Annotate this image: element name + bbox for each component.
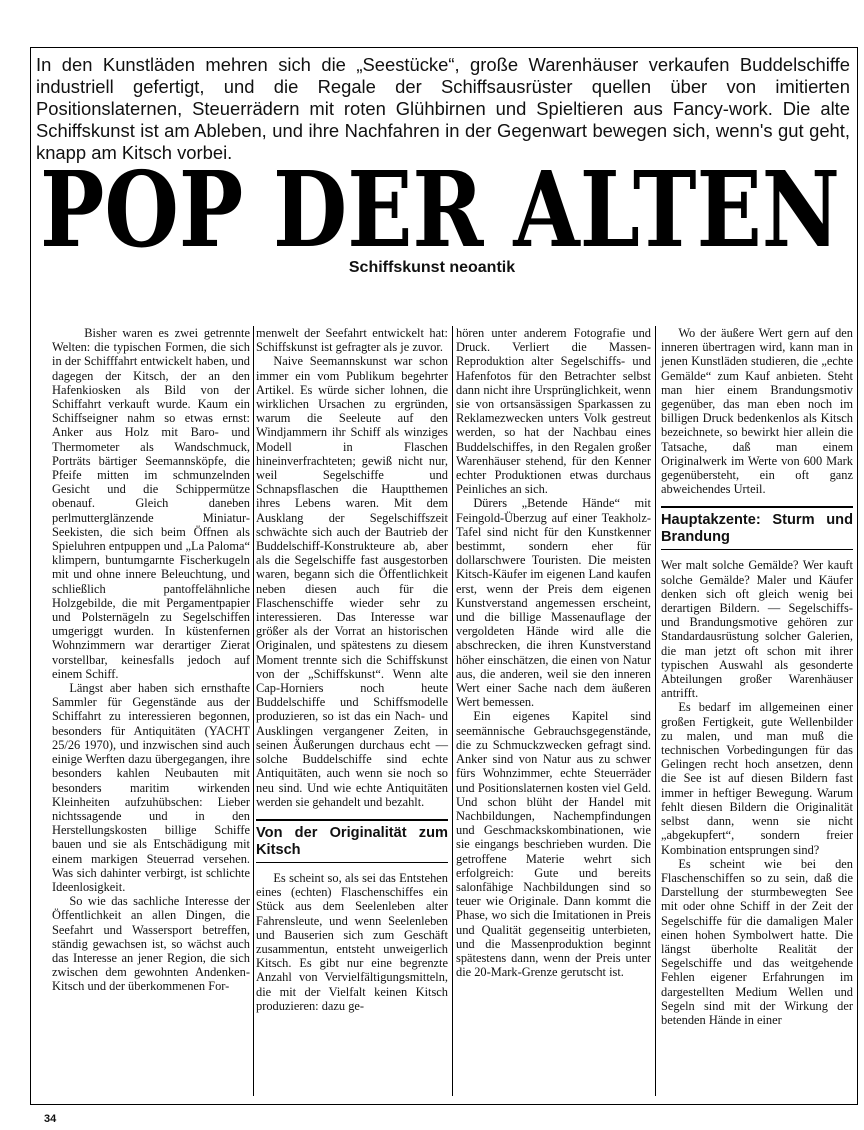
column-2 — [256, 326, 448, 1013]
intro-paragraph: In den Kunstläden mehren sich die „Seestücke“, große Warenhäuser verkaufen Buddelschiffe industriell gefertigt, und die Regale der Schiffsausrüster quellen über von imitierten Positionslaternen, Steuerrädern mit roten Glühbirnen und Spieltieren aus Fancy-work. Die alte Schiffskunst ist am Ableben, und ihre Nachfahren in der Gegenwart bewegen sich, wenn's gut geht, knapp am Kitsch vorbei. — [36, 54, 850, 163]
paragraph: Es bedarf im allgemeinen einer großen Fertigkeit, gute Wellenbilder zu malen, und man muß die technischen Vorbedingungen für das Gelingen recht hoch ansetzen, denn die See ist auf diesen Bildern fast immer in heftiger Bewegung. Warum fehlt diesen Bildern die Originalität selbst dann, wenn sie nicht „abgekupfert“, sondern freier Kombination entsprungen sind? — [661, 700, 853, 857]
paragraph: So wie das sachliche Interesse der Öffentlichkeit an allen Dingen, die Seefahrt und Wassersport betreffen, ständig gewachsen ist, so wächst auch das Interesse an jener Region, die sich zwischen dem gewohnten Andenken-Kitsch und der überkommenen For- — [52, 894, 250, 994]
column-1 — [52, 326, 250, 994]
paragraph: Naive Seemannskunst war schon immer ein vom Publikum begehrter Artikel. Es würde sicher lohnen, die wirklichen Ursachen zu ergründen, warum die Seeleute auf den Windjammern ihr Schiff als winziges Modell in Flaschen hineinverfrachteten; gewiß nicht nur, weil Segelschiffe und Schnapsflaschen die Hauptthemen ihres Lebens waren. Mit dem Ausklang der Segelschiffszeit schwächte sich auch der Bautrieb der Buddelschiff-Konstrukteure ab, aber als die Segelschiffe fast ausgestorben waren, begann sich die Öffentlichkeit neben diesen auch für die Flaschenschiffe wieder sehr zu interessieren. Das Interesse war größer als der Vorrat an historischen Originalen, und spätestens zu diesem Moment trennte sich die Schiffskunst von der „Schiffskunst“. Wenn alte Cap-Horniers noch heute Buddelschiffe und Schiffsmodelle produzieren, so ist das ein Nach- und Ausklingen vergangener Zeiten, in seinen Äußerungen durchaus echt — solche Buddelschiffe sind echte Antiquitäten, auch wenn sie noch so neu sind. Und wie echte Antiquitäten werden sie gehandelt und bezahlt. — [256, 354, 448, 809]
paragraph: Wo der äußere Wert gern auf den inneren übertragen wird, kann man in jenen Kunstläden studieren, die „echte Gemälde“ zum Kauf anbieten. Steht man hier einem Brandungsmotiv gegenüber, das man eben noch im billigen Druck bedenkenlos als Kitsch bezeichnete, so bewirkt hier allein die Tatsache, daß man einem Originalwerk im Werte von 600 Mark gegenübersteht, ein oft ganz abweichendes Urteil. — [661, 326, 853, 497]
subtitle: Schiffskunst neoantik — [348, 259, 516, 276]
column-rule — [655, 326, 656, 1096]
section-heading-hauptakzente: Hauptakzente: Sturm und Brandung — [661, 506, 853, 550]
headline — [36, 160, 844, 260]
paragraph: Bisher waren es zwei getrennte Welten: die typischen Formen, die sich in der Schifffahrt entwickelt haben, und dagegen der Kitsch, der an den Hafenkiosken als Bild von der Schiffahrt verkauft wurde. Kaum ein Schiffseigner nahm so etwas ernst: Anker aus Holz mit Baro- und Thermometer als Wandschmuck, Porträts bärtiger Seemannsköpfe, die Pfeife mitten im schmunzelnden Gesicht und die Schippermütze obenauf. Gleich daneben perlmutterglänzende Miniatur-Seekisten, die sich beim Öffnen als Spieluhren entpuppen und „La Paloma“ klimpern, buntumgarnte Fischerkugeln mit und ohne innere Beleuchtung, und schließlich pantoffelähnliche Holzgebilde, die mit Pergamentpapier und Polsternägeln zu Segelschiffen umgeriggt wurden. In küstenfernen Wohnzimmern war derartiger Zierat vorstellbar, keinesfalls jedoch auf einem Schiff. — [52, 326, 250, 681]
paragraph: menwelt der Seefahrt entwickelt hat: Schiffskunst ist gefragter als je zuvor. — [256, 326, 448, 355]
paragraph: hören unter anderem Fotografie und Druck. Verliert die Massen-Reproduktion alter Segelschiffs- und Hafenfotos für den Betrachter selbst dann nicht ihre Ursprünglichkeit, wenn sie von ortsansässigen Sparkassen zu Reklamezwecken unters Volk gestreut werden, so hat der Nachbau eines Buddelschiffes, in den Regalen großer Warenhäuser stehend, für den Kenner echter Produktionen etwas durchaus Peinliches an sich. — [456, 326, 651, 497]
paragraph: Dürers „Betende Hände“ mit Feingold-Überzug auf einer Teakholz-Tafel sind nicht für den Kunstkenner bestimmt, sondern eher für dollarschwere Touristen. Die meisten Kitsch-Käufer im eigenen Land kaufen erst, wenn der Preis dem eigenen Kunstverstand angemessen erscheint, und die billige Massenauflage der vergoldeten Hände wird alle die abschrecken, die ihren Kunstverstand höher einschätzen, die einen von Natur aus, die anderen, weil sie den inneren Wert einer Sache nach dem äußeren Wert bemessen. — [456, 496, 651, 710]
page-number: 34 — [44, 1113, 57, 1125]
headline-text: POP DER ALTEN — [40, 160, 840, 260]
paragraph: Ein eigenes Kapitel sind seemännische Gebrauchsgegenstände, die zu Schmuckzwecken gefragt sind. Anker sind von Natur aus zu schwer fürs Wohnzimmer, echte Steuerräder und Positionslaternen kosten viel Geld. Und schon blüht der Handel mit Nachbildungen, Nachempfindungen und Geschmackskombinationen, wie sie eingangs beschrieben wurden. Die getroffene Materie wehrt sich erfolgreich: Gute und bereits salonfähige Nachbildungen sind so teuer wie Originale. Dann kommt die Phase, wo sich die Imitationen in Preis und Qualität gegenseitig unterbieten, und die Massenproduktion beginnt spätestens dann, wenn der Preis unter die 20-Mark-Grenze gerutscht ist. — [456, 709, 651, 980]
paragraph: Längst aber haben sich ernsthafte Sammler für Gegenstände aus der Schiffahrt zu interessieren begonnen, besonders für Antiquitäten (YACHT 25/26 1970), und inzwischen sind auch einige Werften dazu übergegangen, ihre besonders kahlen Neubauten mit besonders maritim wirkenden Kleinheiten aufzuhübschen: Lieber nichtssagende und in den Herstellungskosten billige Schiffe bauen und sie als Entschädigung mit einem markigen Steuerrad versehen. Was sich dahinter verbirgt, ist schlichte Ideenlosigkeit. — [52, 681, 250, 894]
section-heading-originalitaet: Von der Originalität zum Kitsch — [256, 819, 448, 863]
column-rule — [452, 326, 453, 1096]
column-rule — [253, 326, 254, 1096]
paragraph: Es scheint wie bei den Flaschenschiffen so zu sein, daß die Darstellung der sturmbewegten See mit oder ohne Schiff in der Zeit der Segelschiffe für die damaligen Maler einen hohen Symbolwert hatte. Die längst überholte Realität der Segelschiffe und das weitgehende Fehlen eigener Erfahrungen im dargestellten Medium Wellen und Segeln sind mit der Wirkung der betenden Hände in einer — [661, 856, 853, 1027]
paragraph: Es scheint so, als sei das Entstehen eines (echten) Flaschenschiffes ein Stück aus dem Seelenleben alter Fahrensleute, und wenn Seelenleben und Bauserien sich zum Geschäft zusammentun, entsteht unweigerlich Kitsch. Es gibt nur eine begrenzte Anzahl von Vervielfältigungsmitteln, die mit der Vielfalt keinen Kitsch produzieren: dazu ge- — [256, 870, 448, 1013]
column-3 — [456, 326, 651, 979]
column-4 — [661, 326, 853, 1027]
paragraph: Wer malt solche Gemälde? Wer kauft solche Gemälde? Maler und Käufer denken sich oft gleich wenig bei derartigen Bildern. — Segelschiffs- und Brandungsmotive gehören zur Standardausrüstung solcher Galerien, die man jetzt oft schon mit ihrer typischen Auswahl als gesonderte Abteilungen großer Warenhäuser antrifft. — [661, 558, 853, 701]
headline-graphic — [36, 160, 844, 260]
